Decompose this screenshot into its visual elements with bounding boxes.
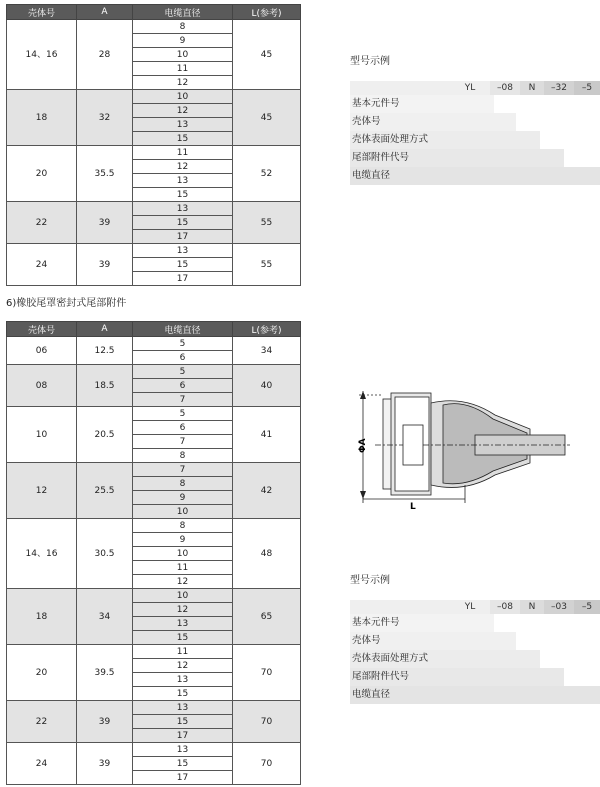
table-row (7, 743, 301, 757)
model-code (350, 81, 600, 95)
model-label-rows (350, 614, 600, 704)
cable-cell: 10 (133, 547, 233, 561)
l-cell: 52 (233, 146, 301, 202)
header-a: A (77, 322, 133, 337)
a-cell: 20.5 (77, 407, 133, 463)
cable-cell: 13 (133, 673, 233, 687)
cable-cell: 12 (133, 160, 233, 174)
table-row (7, 589, 301, 603)
model-label: 电缆直径 (350, 167, 600, 185)
cable-cell: 13 (133, 174, 233, 188)
header-cable: 电缆直径 (133, 5, 233, 20)
shell-cell: 24 (7, 244, 77, 286)
a-cell: 32 (77, 90, 133, 146)
cable-cell: 17 (133, 272, 233, 286)
cable-cell: 12 (133, 603, 233, 617)
cable-cell: 6 (133, 379, 233, 393)
cable-cell: 13 (133, 244, 233, 258)
header-shell: 壳体号 (7, 5, 77, 20)
model-label: 基本元件号 (350, 95, 600, 113)
cable-cell: 7 (133, 435, 233, 449)
a-cell: 34 (77, 589, 133, 645)
table-body (7, 20, 301, 286)
a-cell: 25.5 (77, 463, 133, 519)
model-example-2 (350, 571, 600, 704)
code-part: –5 (574, 600, 600, 614)
model-label: 尾部附件代号 (350, 149, 600, 167)
section-heading: 6)橡胶尾罩密封式尾部附件 (6, 298, 127, 309)
cable-cell: 10 (133, 505, 233, 519)
cable-cell: 17 (133, 729, 233, 743)
cable-cell: 10 (133, 589, 233, 603)
table-row (7, 365, 301, 379)
table-row (7, 337, 301, 351)
table-row (7, 20, 301, 34)
cable-cell: 12 (133, 76, 233, 90)
code-part: YL (464, 602, 476, 612)
cable-cell: 7 (133, 463, 233, 477)
l-cell: 70 (233, 701, 301, 743)
shell-cell: 18 (7, 90, 77, 146)
header-l: L(参考) (233, 5, 301, 20)
shell-cell: 14、16 (7, 519, 77, 589)
header-cable: 电缆直径 (133, 322, 233, 337)
table-row (7, 146, 301, 160)
shell-cell: 12 (7, 463, 77, 519)
cable-cell: 17 (133, 771, 233, 785)
a-cell: 39 (77, 244, 133, 286)
l-cell: 55 (233, 244, 301, 286)
table-row (7, 244, 301, 258)
cable-cell: 17 (133, 230, 233, 244)
table-row (7, 463, 301, 477)
table-body (7, 337, 301, 785)
cable-cell: 8 (133, 519, 233, 533)
cable-cell: 15 (133, 188, 233, 202)
table-row (7, 701, 301, 715)
model-code (350, 600, 600, 614)
cable-cell: 9 (133, 34, 233, 48)
model-title: 型号示例 (350, 575, 390, 586)
cable-cell: 13 (133, 118, 233, 132)
cable-cell: 11 (133, 561, 233, 575)
cable-cell: 13 (133, 202, 233, 216)
model-example-1 (350, 52, 600, 185)
model-title: 型号示例 (350, 56, 390, 67)
table-row (7, 645, 301, 659)
code-part: –08 (490, 81, 520, 95)
cable-cell: 9 (133, 533, 233, 547)
table-row (7, 519, 301, 533)
shell-cell: 24 (7, 743, 77, 785)
cable-cell: 10 (133, 48, 233, 62)
cable-cell: 11 (133, 645, 233, 659)
a-cell: 39 (77, 202, 133, 244)
code-part: –03 (544, 600, 574, 614)
l-cell: 70 (233, 743, 301, 785)
model-label: 壳体号 (350, 113, 600, 131)
model-label: 尾部附件代号 (350, 668, 600, 686)
cable-cell: 7 (133, 393, 233, 407)
shell-cell: 22 (7, 202, 77, 244)
cable-cell: 6 (133, 421, 233, 435)
cable-cell: 15 (133, 216, 233, 230)
l-cell: 55 (233, 202, 301, 244)
shell-cell: 22 (7, 701, 77, 743)
code-part: –5 (574, 81, 600, 95)
header-l: L(参考) (233, 322, 301, 337)
a-cell: 35.5 (77, 146, 133, 202)
l-cell: 70 (233, 645, 301, 701)
cable-cell: 8 (133, 449, 233, 463)
cable-cell: 8 (133, 477, 233, 491)
cable-cell: 15 (133, 132, 233, 146)
cable-cell: 13 (133, 701, 233, 715)
table-row (7, 202, 301, 216)
cable-cell: 15 (133, 715, 233, 729)
code-part: N (520, 600, 544, 614)
cable-cell: 15 (133, 687, 233, 701)
a-cell: 12.5 (77, 337, 133, 365)
cable-cell: 12 (133, 659, 233, 673)
shell-cell: 14、16 (7, 20, 77, 90)
cable-cell: 15 (133, 631, 233, 645)
shell-cell: 08 (7, 365, 77, 407)
shell-cell: 18 (7, 589, 77, 645)
cable-cell: 5 (133, 365, 233, 379)
a-cell: 30.5 (77, 519, 133, 589)
header-shell: 壳体号 (7, 322, 77, 337)
code-part: –08 (490, 600, 520, 614)
shell-cell: 06 (7, 337, 77, 365)
table-row (7, 407, 301, 421)
model-label: 壳体表面处理方式 (350, 131, 600, 149)
model-label-rows (350, 95, 600, 185)
cable-cell: 12 (133, 104, 233, 118)
l-cell: 42 (233, 463, 301, 519)
a-cell: 28 (77, 20, 133, 90)
dim-arrow (360, 491, 366, 499)
header-a: A (77, 5, 133, 20)
cable-cell: 12 (133, 575, 233, 589)
l-cell: 34 (233, 337, 301, 365)
l-cell: 45 (233, 20, 301, 90)
a-cell: 18.5 (77, 365, 133, 407)
a-cell: 39.5 (77, 645, 133, 701)
table-row (7, 90, 301, 104)
cable-cell: 11 (133, 146, 233, 160)
shell-cell: 20 (7, 146, 77, 202)
model-label: 壳体号 (350, 632, 600, 650)
dim-a-label: ΦA (358, 438, 368, 453)
cable-cell: 15 (133, 258, 233, 272)
l-cell: 65 (233, 589, 301, 645)
model-label: 电缆直径 (350, 686, 600, 704)
model-label: 基本元件号 (350, 614, 600, 632)
a-cell: 39 (77, 743, 133, 785)
l-cell: 41 (233, 407, 301, 463)
shell-cell: 10 (7, 407, 77, 463)
cable-cell: 13 (133, 743, 233, 757)
l-cell: 45 (233, 90, 301, 146)
spec-table-1 (6, 4, 301, 286)
cable-cell: 8 (133, 20, 233, 34)
cable-cell: 6 (133, 351, 233, 365)
code-part: YL (464, 83, 476, 93)
dim-l-label: L (410, 502, 416, 512)
model-label: 壳体表面处理方式 (350, 650, 600, 668)
a-cell: 39 (77, 701, 133, 743)
cable-cell: 5 (133, 407, 233, 421)
connector-drawing (355, 385, 575, 515)
code-part: N (520, 81, 544, 95)
code-part: –32 (544, 81, 574, 95)
cable-cell: 9 (133, 491, 233, 505)
cable-cell: 5 (133, 337, 233, 351)
cable-cell: 10 (133, 90, 233, 104)
l-cell: 40 (233, 365, 301, 407)
cable-cell: 11 (133, 62, 233, 76)
spec-table-2 (6, 321, 301, 785)
cable-cell: 13 (133, 617, 233, 631)
l-cell: 48 (233, 519, 301, 589)
shell-cell: 20 (7, 645, 77, 701)
cable-cell: 15 (133, 757, 233, 771)
